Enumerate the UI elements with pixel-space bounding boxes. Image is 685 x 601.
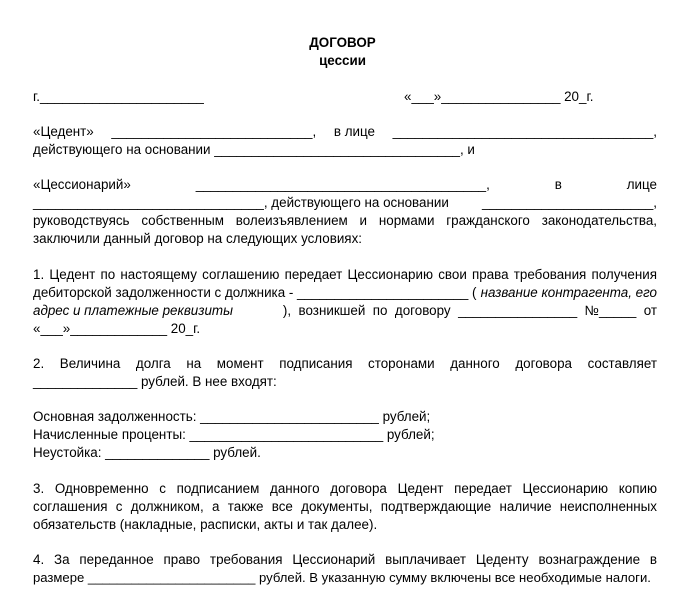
debt-interest: Начисленные проценты: __________________________ рублей; (33, 427, 435, 442)
doc-subtitle: цессии (319, 53, 366, 68)
clause-1-line-4: «___»_____________ 20_г. (33, 321, 201, 336)
cessionary-label: «Цессионарий» (33, 177, 131, 192)
clause-1-line-2a: дебиторской задолженности с должника - _______________________ ( (33, 285, 477, 300)
cessionary-line-1 (33, 176, 657, 194)
cessionary-line-2 (33, 194, 657, 212)
date-line: «___»________________ 20_г. (404, 89, 594, 104)
clause-3-line-3: обязательств (накладные, расписки, акты и так далее). (33, 517, 378, 532)
clause-4-line-2: размере _______________________ рублей. В указанную сумму включены все необходимые налоги. (33, 570, 651, 585)
cessionary-line-2b: _______________________, (481, 195, 657, 210)
clause-3-line-2: соглашения с должником, а также все документы, подтверждающие наличие неисполненных (33, 499, 657, 514)
cedent-line-1 (33, 123, 657, 141)
debt-penalty: Неустойка: ______________ рублей. (33, 445, 261, 460)
doc-title: ДОГОВОР (309, 35, 376, 50)
counterparty-hint: название контрагента, его (480, 285, 657, 300)
clause-2-line-2: ______________ рублей. В нее входят: (33, 374, 277, 389)
cedent-label: «Цедент» (33, 124, 94, 139)
requisites-hint: адрес и платежные реквизиты (33, 303, 233, 318)
cessionary-person: лице (626, 177, 657, 192)
cedent-in-person: в лице (333, 124, 375, 139)
clause-3-line-1: 3. Одновременно с подписанием данного договора Цедент передает Цессионарию копию (33, 481, 657, 496)
clause-1-line-3b: ), возникшей по договору ________________ №_____ от (282, 303, 657, 318)
cessionary-line-2a: _______________________________, действующего на основании (33, 195, 449, 210)
clause-2-line-1: 2. Величина долга на момент подписания сторонами данного договора составляет (33, 356, 657, 371)
city-line: г.______________________ (33, 89, 204, 104)
cessionary-line-4: заключили данный договор на следующих условиях: (33, 231, 362, 246)
clause-4-line-1: 4. За переданное право требования Цессионарий выплачивает Цеденту вознаграждение в (33, 552, 657, 567)
cessionary-line-3: руководствуясь собственным волеизъявлением и нормами гражданского законодательства, (33, 213, 657, 228)
debt-main: Основная задолженность: ________________________ рублей; (33, 409, 431, 424)
cedent-line-2: действующего на основании _________________________________, и (33, 142, 475, 157)
cessionary-in: в (554, 177, 562, 192)
cessionary-blank: _______________________________________, (195, 177, 490, 192)
clause-1-line-1: 1. Цедент по настоящему соглашению передает Цессионарию свои права требования получения (33, 267, 657, 282)
cedent-blank: ___________________________, (111, 124, 317, 139)
clause-1-line-2 (33, 284, 657, 302)
clause-1-line-3 (33, 302, 657, 320)
cedent-representative-blank: ___________________________________, (392, 124, 657, 139)
